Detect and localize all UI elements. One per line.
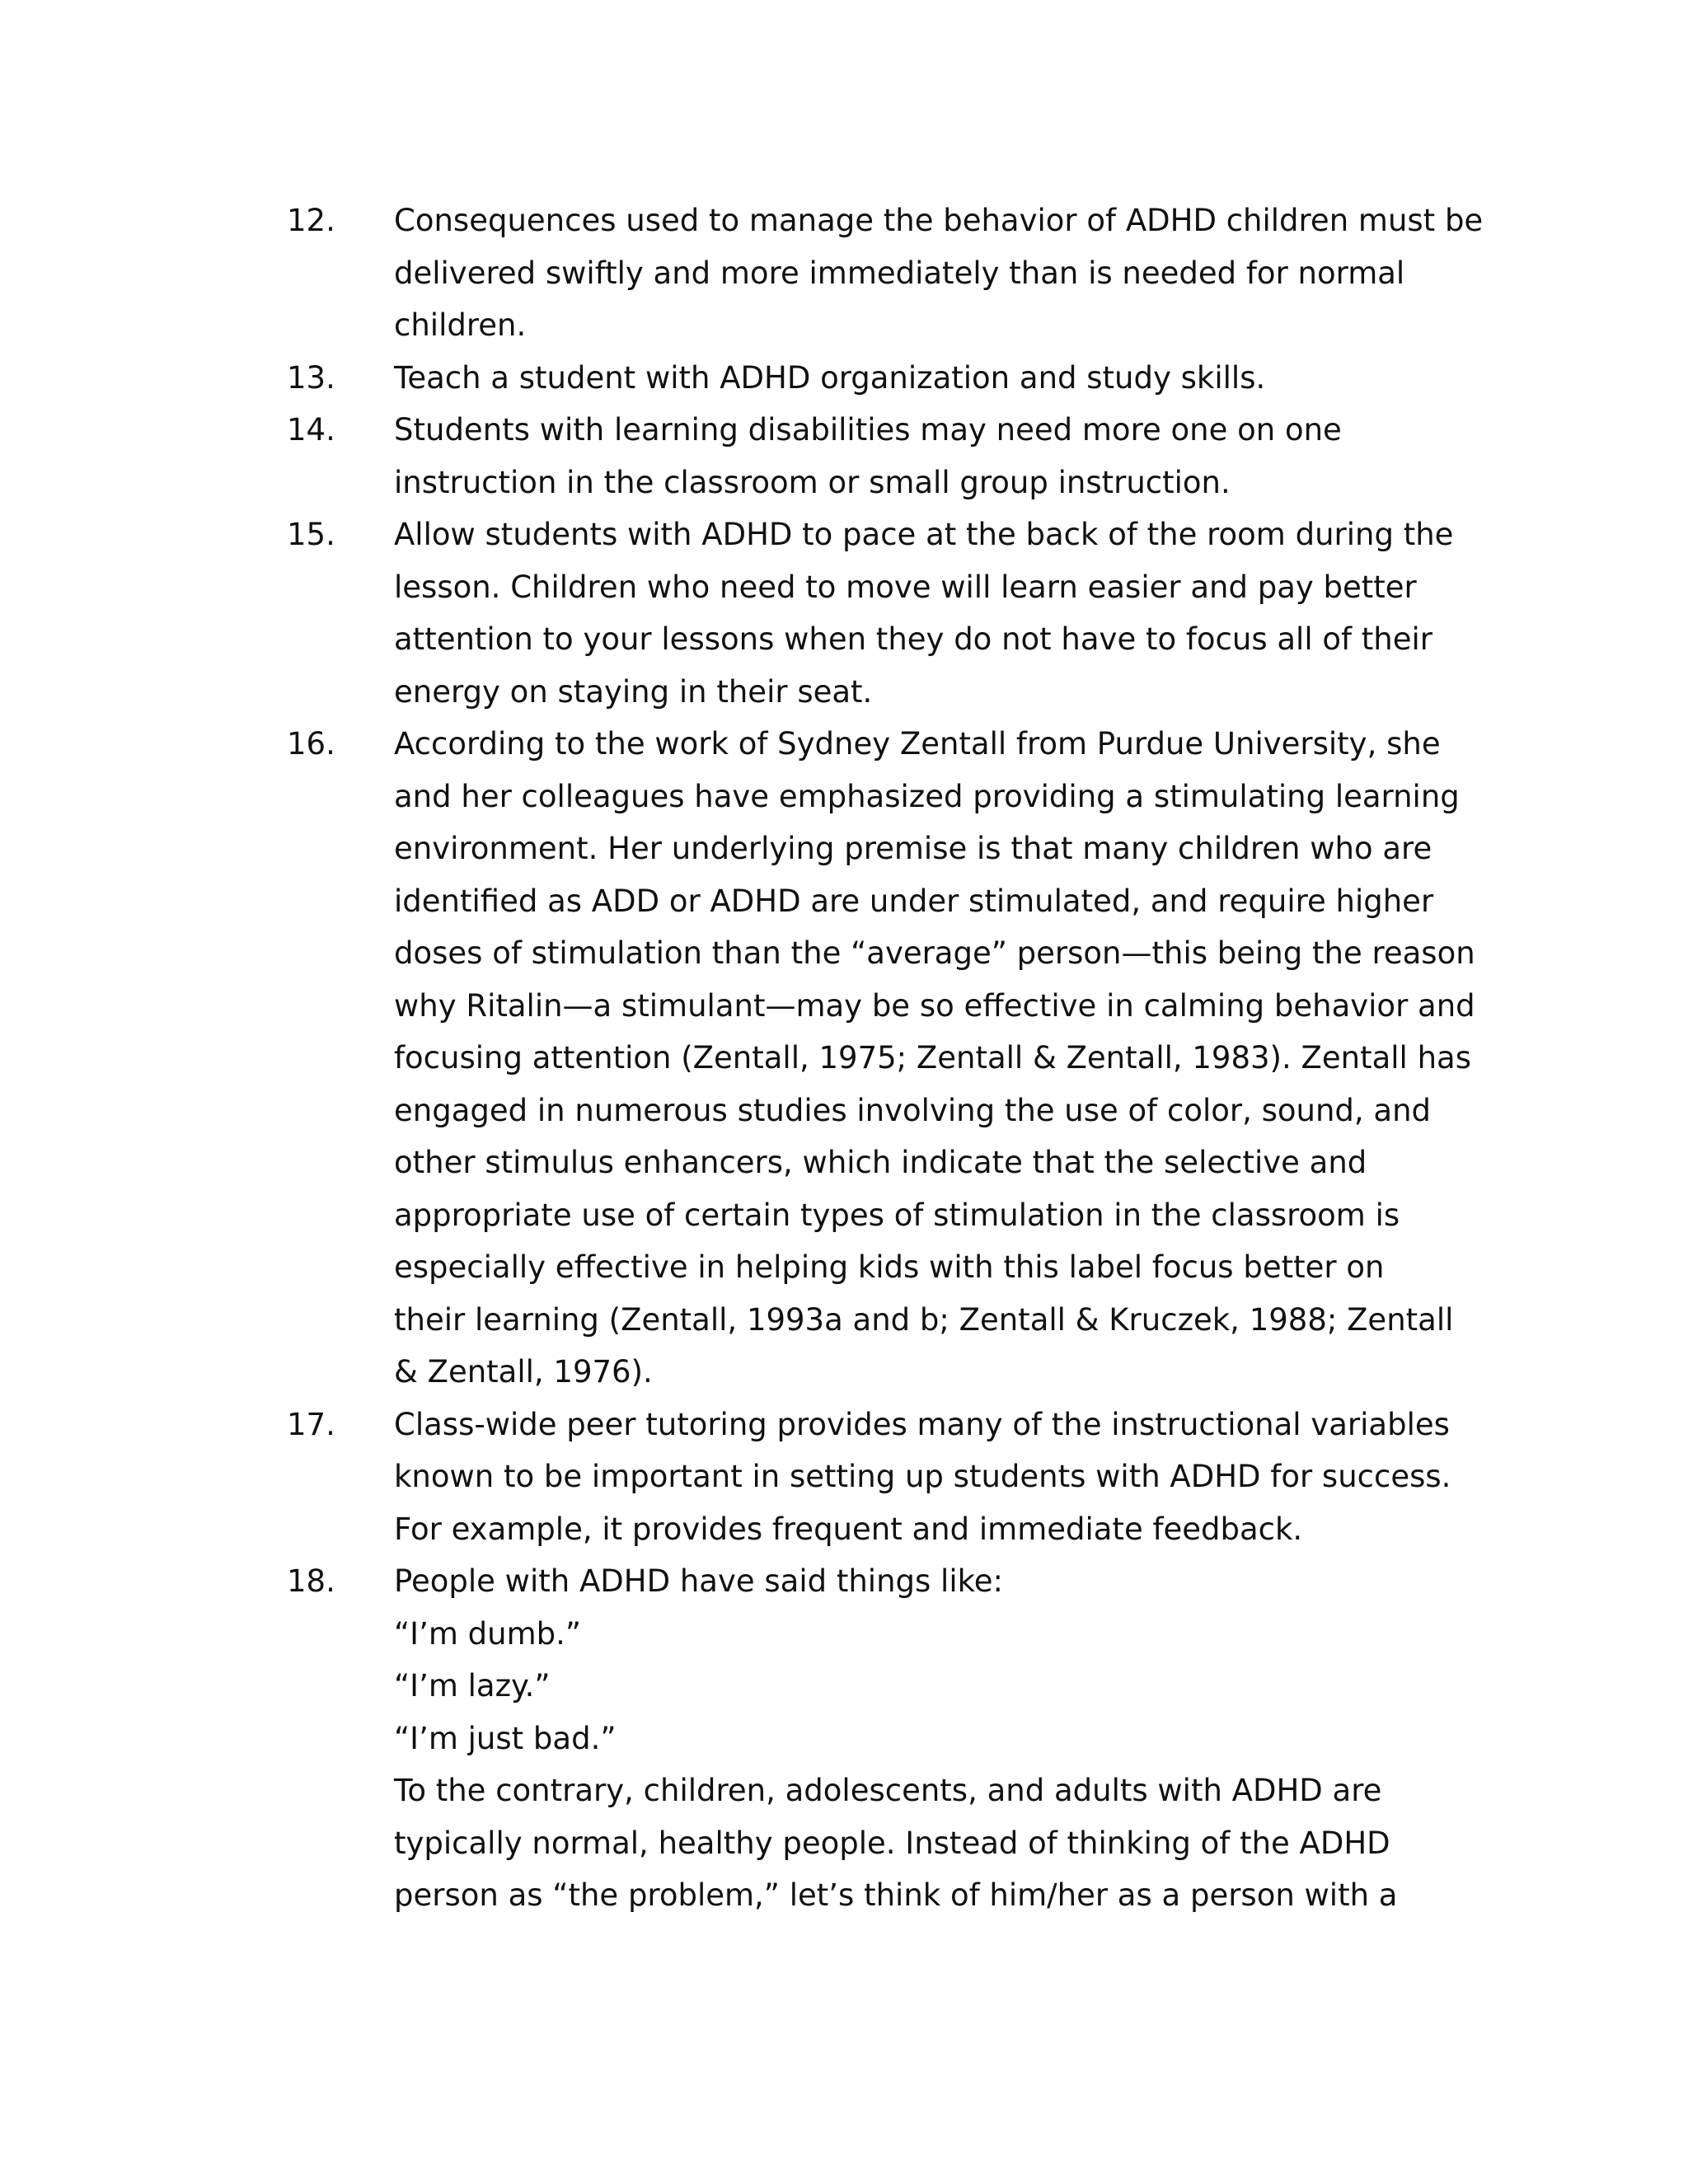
item-text [394,718,1482,1399]
item-text [394,509,1482,718]
text-line: For example, it provides frequent and immediate feedback. [394,1511,1303,1547]
text-line: environment. Her underlying premise is that many children who are [394,831,1432,866]
item-text [394,1399,1482,1556]
text-line: delivered swiftly and more immediately than is needed for normal [394,255,1405,291]
list-item [287,404,1482,509]
list-item [287,1555,1482,1922]
text-line: lesson. Children who need to move will learn easier and pay better [394,569,1417,605]
item-text [394,1555,1482,1922]
text-line: “I’m dumb.” [394,1615,582,1652]
list-item [287,194,1482,352]
text-line: & Zentall, 1976). [394,1354,653,1390]
text-line: identified as ADD or ADHD are under stimulated, and require higher [394,883,1434,919]
list-item [287,509,1482,718]
item-text [394,194,1483,352]
text-line: their learning (Zentall, 1993a and b; Zentall & Kruczek, 1988; Zentall [394,1301,1454,1338]
text-line: Class-wide peer tutoring provides many of the instructional variables [394,1406,1450,1442]
text-line: energy on staying in their seat. [394,673,873,710]
item-number: 16. [287,726,335,762]
text-line: appropriate use of certain types of stimulation in the classroom is [394,1197,1400,1233]
item-text [394,352,1482,405]
text-line: engaged in numerous studies involving the use of color, sound, and [394,1092,1432,1128]
text-line: known to be important in setting up students with ADHD for success. [394,1459,1451,1494]
text-line: “I’m just bad.” [394,1720,617,1756]
text-line: instruction in the classroom or small group instruction. [394,464,1231,500]
text-line: Teach a student with ADHD organization and study skills. [394,359,1266,396]
item-text [394,404,1482,509]
text-line: typically normal, healthy people. Instead of thinking of the ADHD [394,1825,1390,1861]
text-line: focusing attention (Zentall, 1975; Zentall & Zentall, 1983). Zentall has [394,1040,1471,1076]
text-line: People with ADHD have said things like: [394,1563,1003,1599]
text-line: children. [394,307,527,343]
item-number: 18. [287,1563,335,1599]
text-line: other stimulus enhancers, which indicate that the selective and [394,1145,1367,1180]
text-line: To the contrary, children, adolescents, and adults with ADHD are [394,1773,1382,1808]
text-line: why Ritalin—a stimulant—may be so effective in calming behavior and [394,987,1475,1024]
text-line: “I’m lazy.” [394,1668,551,1704]
numbered-list [287,194,1482,1922]
item-number: 15. [287,517,335,552]
list-item [287,352,1482,405]
text-line: especially effective in helping kids with this label focus better on [394,1249,1385,1285]
text-line: According to the work of Sydney Zentall from Purdue University, she [394,726,1441,762]
text-line: attention to your lessons when they do not have to focus all of their [394,621,1433,657]
text-line: and her colleagues have emphasized providing a stimulating learning [394,778,1460,814]
item-number: 12. [287,203,335,238]
text-line: doses of stimulation than the “average” person—this being the reason [394,935,1475,971]
text-line: person as “the problem,” let’s think of him/her as a person with a [394,1877,1398,1913]
list-item [287,718,1482,1399]
text-line: Students with learning disabilities may need more one on one [394,412,1342,448]
list-item [287,1399,1482,1556]
item-number: 14. [287,412,335,448]
item-number: 17. [287,1406,335,1442]
text-line: Allow students with ADHD to pace at the back of the room during the [394,517,1454,552]
text-line: Consequences used to manage the behavior of ADHD children must be [394,203,1484,238]
item-number: 13. [287,359,335,396]
